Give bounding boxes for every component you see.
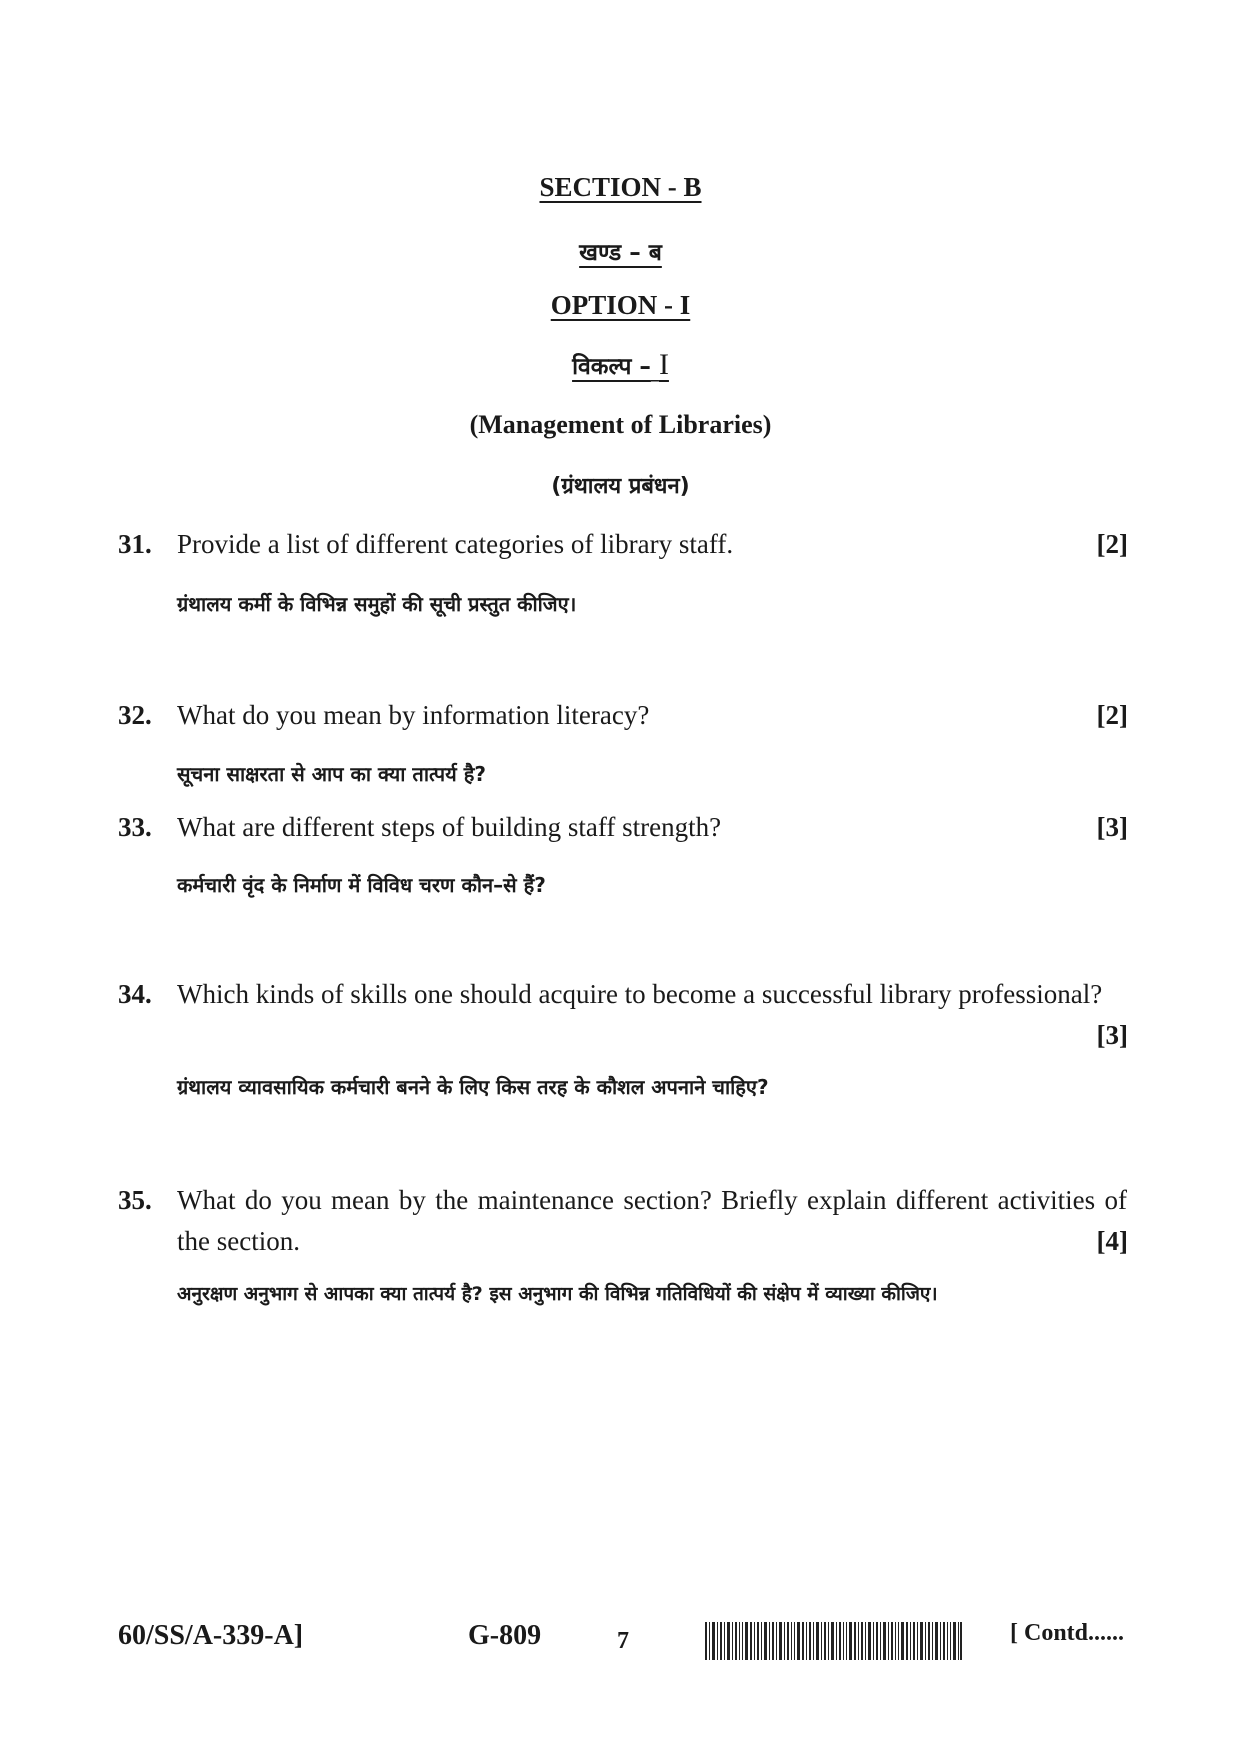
series-code: G-809 [468,1620,542,1651]
barcode-icon [705,1622,962,1660]
continued-label: [ Contd...... [1010,1620,1125,1646]
section-title-hindi: खण्ड – ब [579,240,662,266]
question-number: 34. [118,979,152,1009]
question-text: What are different steps of building staff strength? [177,812,722,842]
question-33-hindi: कर्मचारी वृंद के निर्माण में विविध चरण कौन–से हैं? [177,873,546,897]
question-marks: [3] [1096,812,1128,842]
question-35 [118,1180,1128,1262]
question-marks: [4] [1096,1226,1128,1256]
question-text: What do you mean by information literacy? [177,700,650,730]
question-32-hindi: सूचना साक्षरता से आप का क्या तात्पर्य है? [177,762,486,786]
question-31 [118,524,1128,565]
question-34 [118,974,1128,1050]
option-title: OPTION - I [550,290,691,320]
page-footer [0,1620,1241,1680]
question-text: What do you mean by the maintenance section? Briefly explain different activities of the section. [177,1185,1127,1256]
question-32 [118,695,1128,736]
question-text: Provide a list of different categories of library staff. [177,529,734,559]
page-number: 7 [617,1628,629,1654]
question-31-hindi: ग्रंथालय कर्मी के विभिन्न समुहों की सूची प्रस्तुत कीजिए। [177,592,577,616]
question-marks: [2] [1096,700,1128,730]
question-number: 35. [118,1185,152,1215]
question-marks: [3] [1096,1020,1128,1050]
question-number: 31. [118,529,152,559]
question-marks: [2] [1096,529,1128,559]
question-number: 32. [118,700,152,730]
subject-title-hindi: (ग्रंथालय प्रबंधन) [551,474,690,499]
question-text: Which kinds of skills one should acquire to become a successful library professional? [177,979,1103,1009]
subject-title: (Management of Libraries) [469,410,772,439]
question-34-hindi: ग्रंथालय व्यावसायिक कर्मचारी बनने के लिए किस तरह के कौशल अपनाने चाहिए? [177,1075,769,1099]
paper-code: 60/SS/A-339-A] [118,1620,304,1651]
question-33 [118,807,1128,848]
question-35-hindi: अनुरक्षण अनुभाग से आपका क्या तात्पर्य है? इस अनुभाग की विभिन्न गतिविधियों की संक्षेप में व्याख्या कीजिए। [177,1283,938,1305]
option-title-hindi: विकल्प – I [572,348,669,381]
question-number: 33. [118,812,152,842]
section-title: SECTION - B [539,172,702,202]
